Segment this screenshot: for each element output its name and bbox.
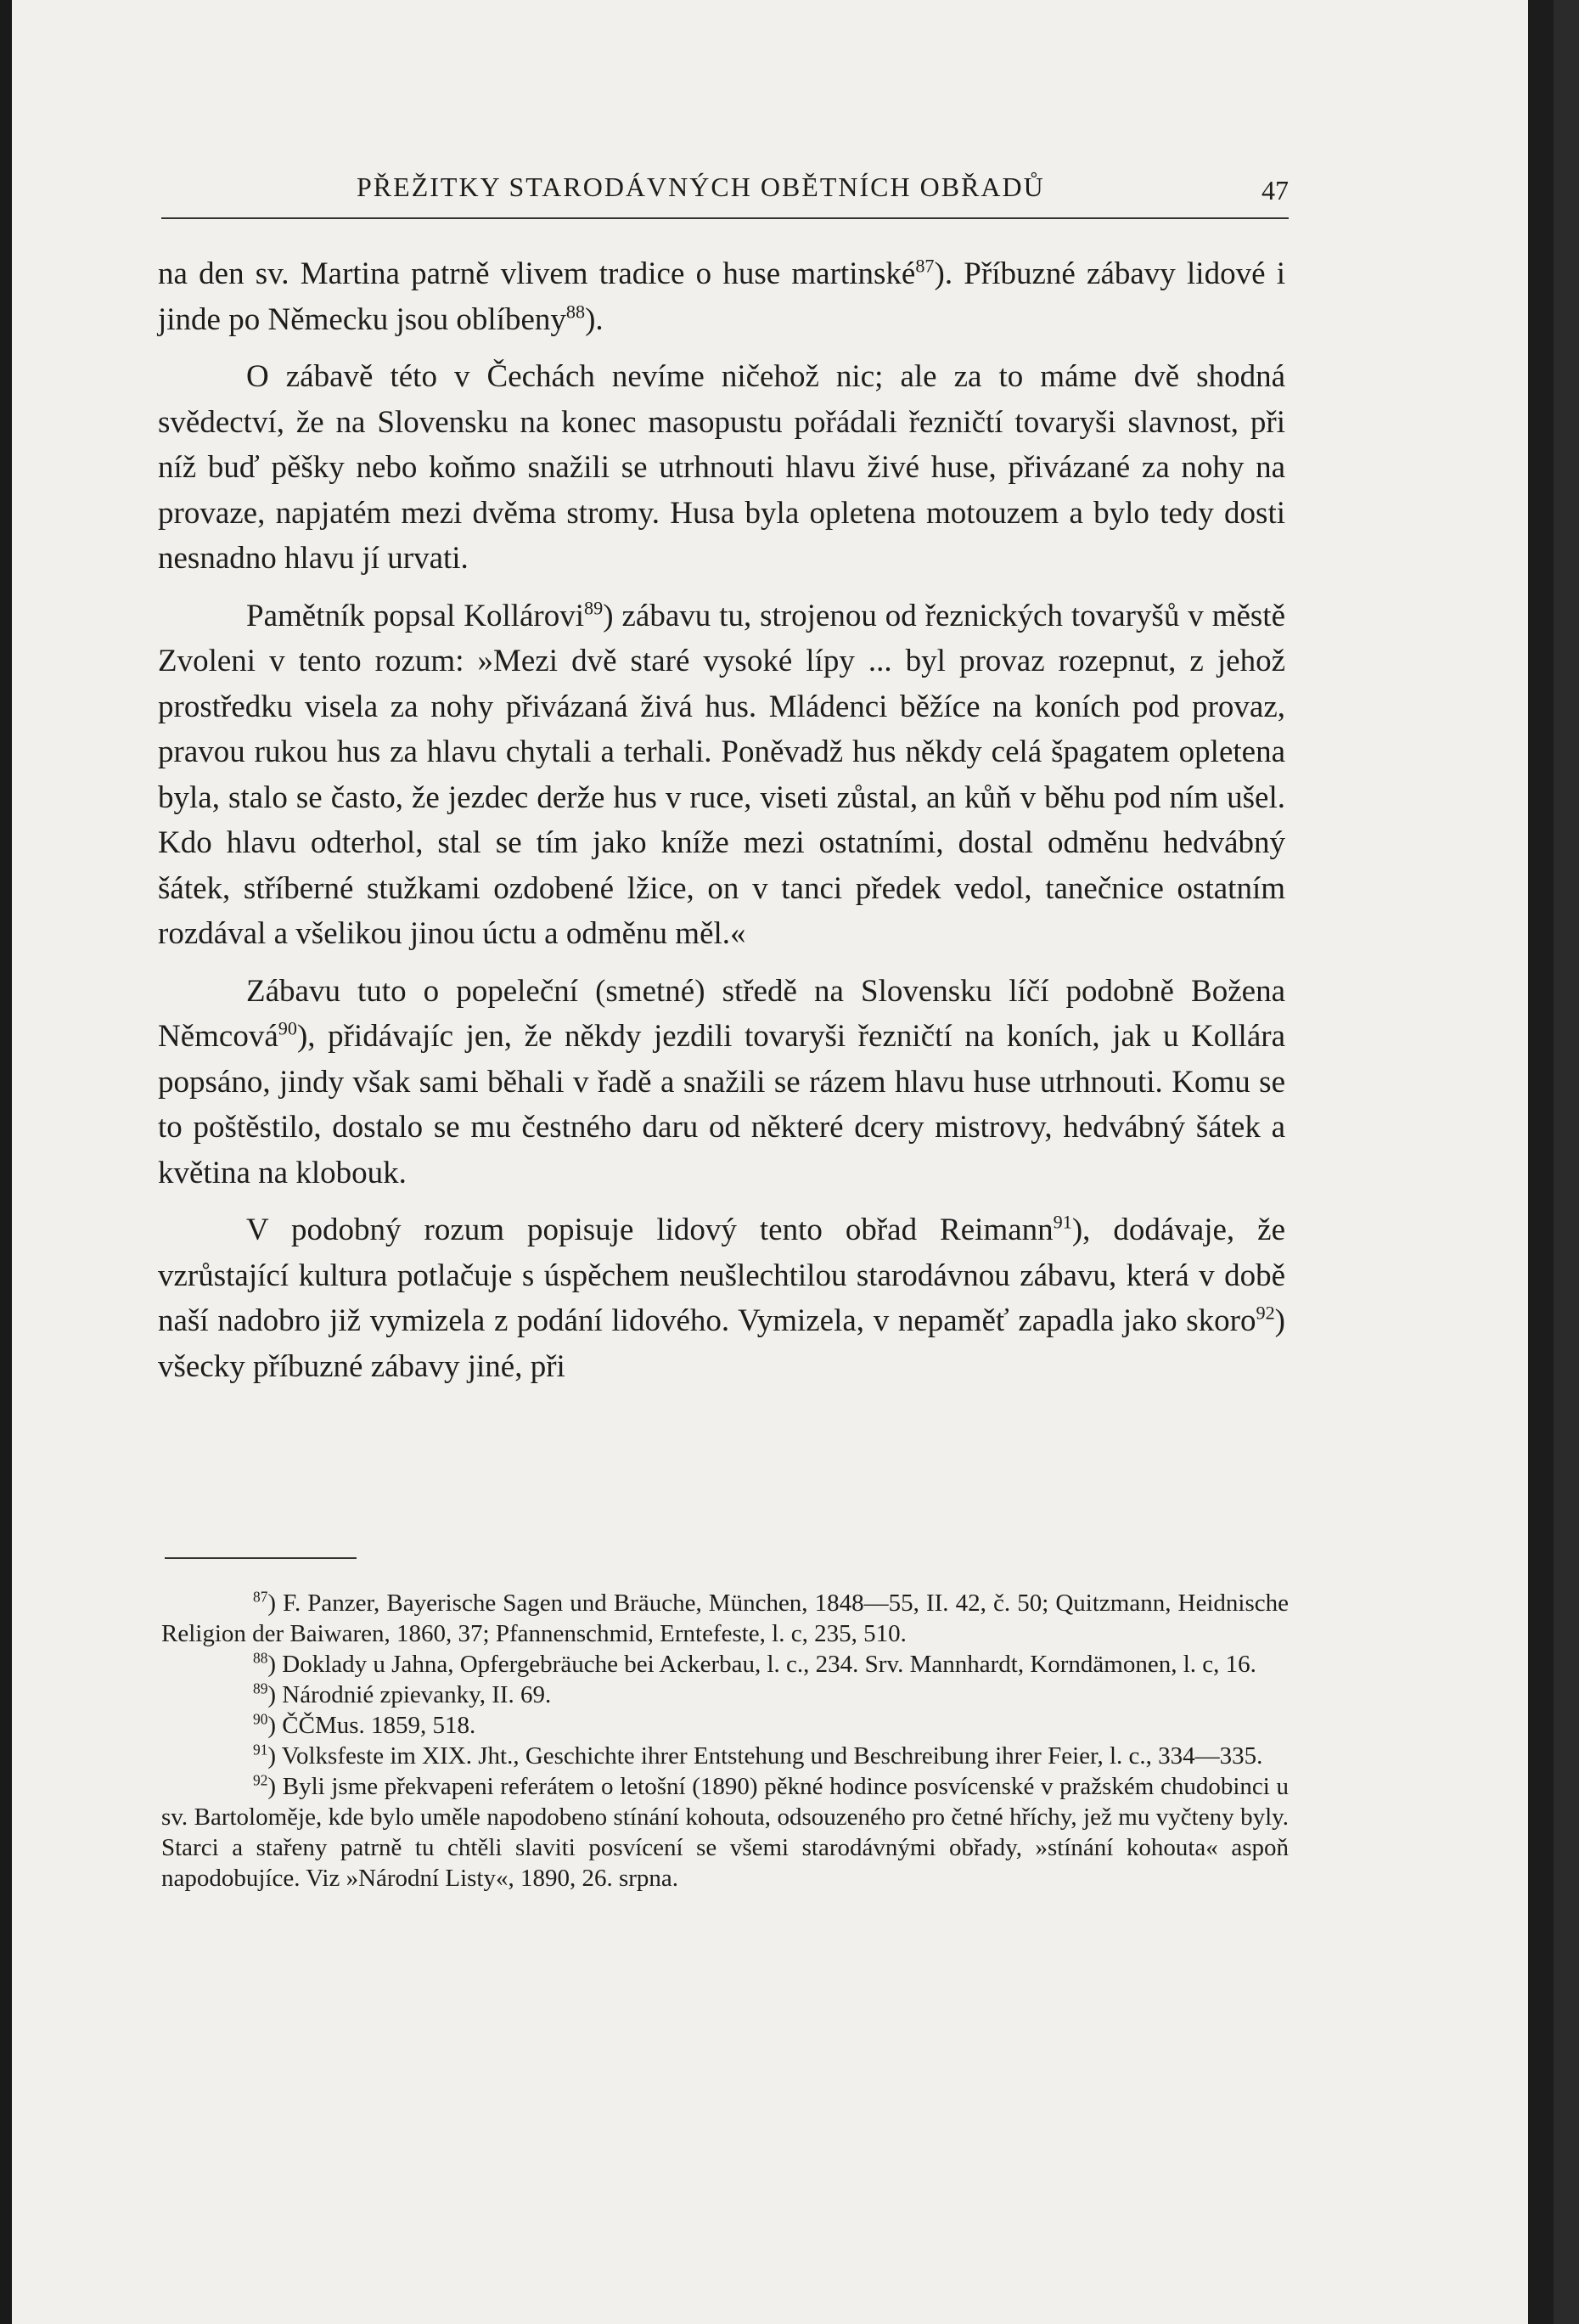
- paragraph-3: Pamětník popsal Kollárovi$^{89}$) zábavu tu, strojenou od řeznických tovaryšů v městě Zvoleni v tento rozum: »Mezi dvě staré vysoké lípy ... byl provaz rozepnut, z jehož prostředku visela za nohy přivázaná živá hus. Mládenci běžíce na koních pod provaz, pravou rukou hus za hlavu chytali a terhali. Poněvadž hus někdy celá špagatem opletena byla, stalo se často, že jezdec derže hus v ruce, viseti zůstal, an kůň v běhu pod ním ušel. Kdo hlavu odterhol, stal se tím jako kníže mezi ostatními, dostal odměnu hedvábný šátek, stříberné stužkami ozdobené lžice, on v tanci předek vedol, tanečnice ostatním rozdával a všelikou jinou úctu a odměnu měl.«: [158, 597, 1285, 951]
- main-text: [158, 251, 1285, 1389]
- footnote-ref-87: 87: [915, 255, 935, 277]
- paragraph-5: V podobný rozum popisuje lidový tento obřad Reimann$^{91}$), dodávaje, že vzrůstající kultura potlačuje s úspěchem neušlechtilou starodávnou zábavu, která v době naší nadobro již vymizela z podání lidového. Vymizela, v nepaměť zapadla jako skoro$^{92}$) všecky příbuzné zábavy jiné, při: [158, 1211, 1286, 1384]
- footnote-92: $^{92}$) Byli jsme překvapeni referátem o letošní (1890) pěkné hodince posvícenské v pražském chudobinci u sv. Bartoloměje, kde bylo uměle napodobeno stínání kohouta, odsouzeného pro četné hříchy, jež mu vyčteny byly. Starci a stařeny patrně tu chtěli slaviti posvícení se všemi starodávnými obřady, »stínání kohouta« aspoň napodobujíce. Viz »Národní Listy«, 1890, 26. srpna.: [161, 1771, 1289, 1892]
- paragraph-1: na den sv. Martina patrně vlivem tradice o huse martinské$^{87}$). Příbuzné zábavy lidové i jinde po Německu jsou oblíbeny$^{88}$).: [158, 255, 1286, 337]
- footnote-88: $^{88}$) Doklady u Jahna, Opfergebräuche bei Ackerbau, l. c., 234. Srv. Mannhardt, Korndämonen, l. c, 16.: [253, 1649, 1256, 1678]
- footnote-87: $^{87}$) F. Panzer, Bayerische Sagen und Bräuche, München, 1848—55, II. 42, č. 50; Quitzmann, Heidnische Religion der Baiwaren, 1860, 37; Pfannenschmid, Erntefeste, l. c, 235, 510.: [161, 1588, 1289, 1647]
- footnote-89: $^{89}$) Národnié zpievanky, II. 69.: [253, 1680, 552, 1708]
- footnote-ref-89: 89: [584, 597, 604, 619]
- page-header: [161, 166, 1289, 219]
- page-number: 47: [1262, 175, 1289, 205]
- scan-right-edge: [1528, 0, 1554, 2324]
- footnote-ref-90: 90: [278, 1017, 297, 1039]
- running-title: PŘEŽITKY STARODÁVNÝCH OBĚTNÍCH OBŘADŮ: [357, 172, 1045, 202]
- footnote-90: $^{90}$) ČČMus. 1859, 518.: [253, 1710, 476, 1739]
- scan-left-edge: [0, 0, 12, 2324]
- footnote-ref-92: 92: [1256, 1302, 1275, 1324]
- footnote-ref-91: 91: [1053, 1211, 1072, 1233]
- footnote-91: $^{91}$) Volksfeste im XIX. Jht., Geschichte ihrer Entstehung und Beschreibung ihrer Feier, l. c., 334—335.: [253, 1741, 1263, 1770]
- footnote-ref-88: 88: [565, 301, 586, 323]
- book-page: [12, 0, 1554, 2324]
- paragraph-4: Zábavu tuto o popeleční (smetné) středě na Slovensku líčí podobně Božena Němcová$^{90}$), přidávajíc jen, že někdy jezdili tovaryši řezničtí na koních, jak u Kollára popsáno, jindy však sami běhali v řadě a snažili se rázem hlavu huse utrhnouti. Komu se to poštěstilo, dostalo se mu čestného daru od některé dcery mistrovy, hedvábný šátek a květina na klobouk.: [158, 973, 1285, 1190]
- footnote-divider: [165, 1557, 357, 1559]
- footnotes: [161, 1588, 1289, 1894]
- paragraph-2: O zábavě této v Čechách nevíme ničehož nic; ale za to máme dvě shodná svědectví, že na Slovensku na konec masopustu pořádali řezničtí tovaryši slavnost, při níž buď pěšky nebo koňmo snažili se utrhnouti hlavu živé huse, přivázané za nohy na provaze, napjatém mezi dvěma stromy. Husa byla opletena motouzem a bylo tedy dosti nesnadno hlavu jí urvati.: [158, 359, 1285, 576]
